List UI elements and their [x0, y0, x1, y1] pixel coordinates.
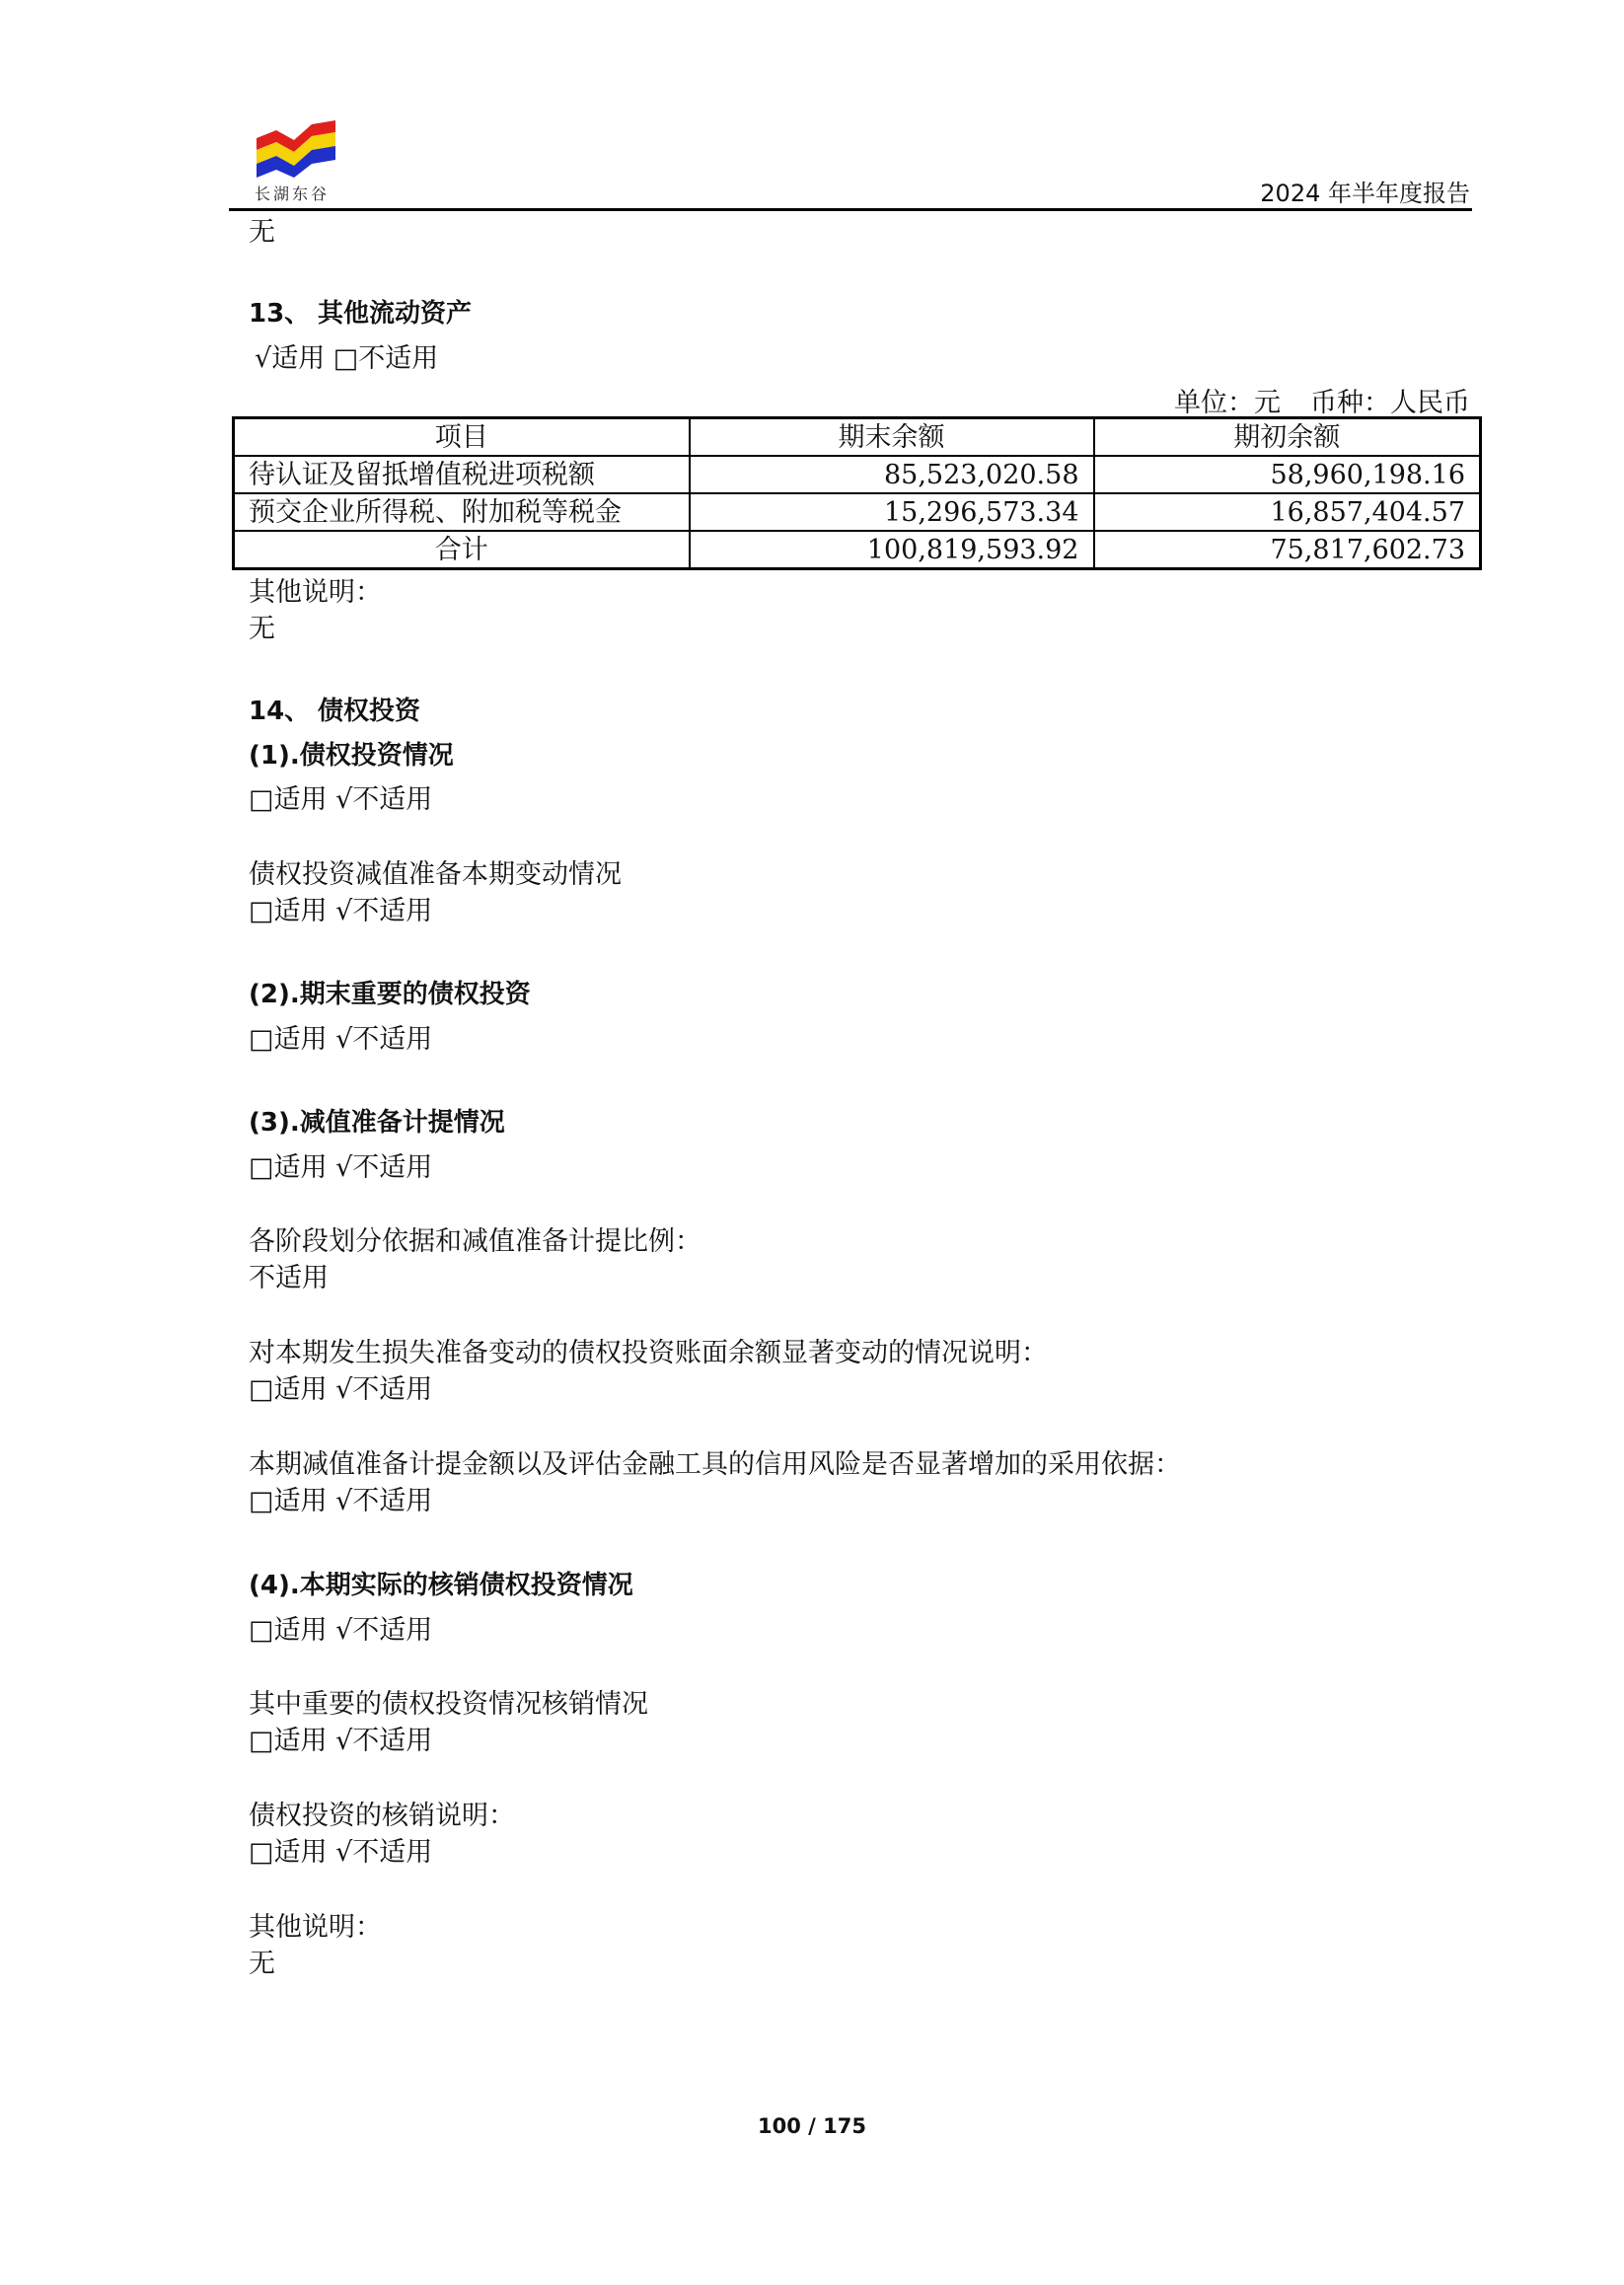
- subsection-4-applicable: □适用 √不适用: [249, 1615, 433, 1646]
- table-header-row: [234, 418, 1481, 457]
- table-cell-ending: 85,523,020.58: [690, 456, 1094, 493]
- table-cell-item: 合计: [234, 531, 690, 569]
- unit-label: 单位：元: [1174, 388, 1281, 418]
- subsection-3-title: (3).减值准备计提情况: [249, 1108, 505, 1138]
- subsection-1-applicable: □适用 √不适用: [249, 784, 433, 815]
- section-13-title: 其他流动资产: [318, 299, 473, 329]
- section-13-heading: [249, 301, 472, 327]
- stage-basis-label: 各阶段划分依据和减值准备计提比例：: [249, 1226, 701, 1257]
- section-14-title: 债权投资: [318, 697, 421, 726]
- subsection-4-title: (4).本期实际的核销债权投资情况: [249, 1571, 633, 1600]
- writeoff-note-applicable: □适用 √不适用: [249, 1837, 433, 1868]
- currency-label: 币种：人民币: [1310, 388, 1470, 418]
- unit-currency-line: [1174, 381, 1470, 419]
- table-total-row: [234, 531, 1481, 569]
- subsection-2-applicable: □适用 √不适用: [249, 1024, 433, 1055]
- table-cell-beginning: 75,817,602.73: [1094, 531, 1481, 569]
- header-divider: [229, 208, 1472, 211]
- subsection-2-title: (2).期末重要的债权投资: [249, 980, 531, 1009]
- table-cell-item: 待认证及留抵增值税进项税额: [234, 456, 690, 493]
- subsection-1-title: (1).债权投资情况: [249, 741, 454, 771]
- section-14-other-value: 无: [249, 1949, 275, 1979]
- other-current-assets-table: [232, 416, 1482, 570]
- section-13-other-value: 无: [249, 614, 275, 644]
- table-cell-ending: 15,296,573.34: [690, 493, 1094, 531]
- writeoff-note-label: 债权投资的核销说明：: [249, 1801, 515, 1831]
- table-cell-item: 预交企业所得税、附加税等税金: [234, 493, 690, 531]
- subsection-3-applicable: □适用 √不适用: [249, 1152, 433, 1183]
- table-cell-ending: 100,819,593.92: [690, 531, 1094, 569]
- important-writeoff-label: 其中重要的债权投资情况核销情况: [249, 1689, 648, 1720]
- section-14-heading: [249, 699, 420, 724]
- table-header-cell: 项目: [234, 418, 690, 457]
- page-number: 100 / 175: [758, 2114, 866, 2138]
- table-header-cell: 期初余额: [1094, 418, 1481, 457]
- table-row: [234, 456, 1481, 493]
- section-13-number: 13、: [249, 299, 311, 329]
- table-cell-beginning: 58,960,198.16: [1094, 456, 1481, 493]
- balance-change-label: 对本期发生损失准备变动的债权投资账面余额显著变动的情况说明：: [249, 1338, 1048, 1368]
- balance-change-applicable: □适用 √不适用: [249, 1374, 433, 1405]
- section-13-applicable: √适用 □不适用: [255, 343, 439, 374]
- table-cell-beginning: 16,857,404.57: [1094, 493, 1481, 531]
- stage-basis-value: 不适用: [249, 1263, 329, 1293]
- impairment-change-label: 债权投资减值准备本期变动情况: [249, 859, 622, 890]
- logo-text: 长湖东谷: [255, 184, 331, 203]
- company-logo: [255, 116, 339, 205]
- impairment-change-applicable: □适用 √不适用: [249, 896, 433, 926]
- logo-flag-icon: [255, 116, 339, 182]
- table-row: [234, 493, 1481, 531]
- table-header-cell: 期末余额: [690, 418, 1094, 457]
- section-14-number: 14、: [249, 697, 311, 726]
- credit-risk-basis-applicable: □适用 √不适用: [249, 1486, 433, 1516]
- report-title: 2024 年半年度报告: [1260, 180, 1470, 207]
- previous-section-note: 无: [249, 217, 275, 248]
- section-14-other-label: 其他说明：: [249, 1912, 382, 1943]
- credit-risk-basis-label: 本期减值准备计提金额以及评估金融工具的信用风险是否显著增加的采用依据：: [249, 1449, 1181, 1480]
- section-13-other-label: 其他说明：: [249, 577, 382, 608]
- important-writeoff-applicable: □适用 √不适用: [249, 1726, 433, 1756]
